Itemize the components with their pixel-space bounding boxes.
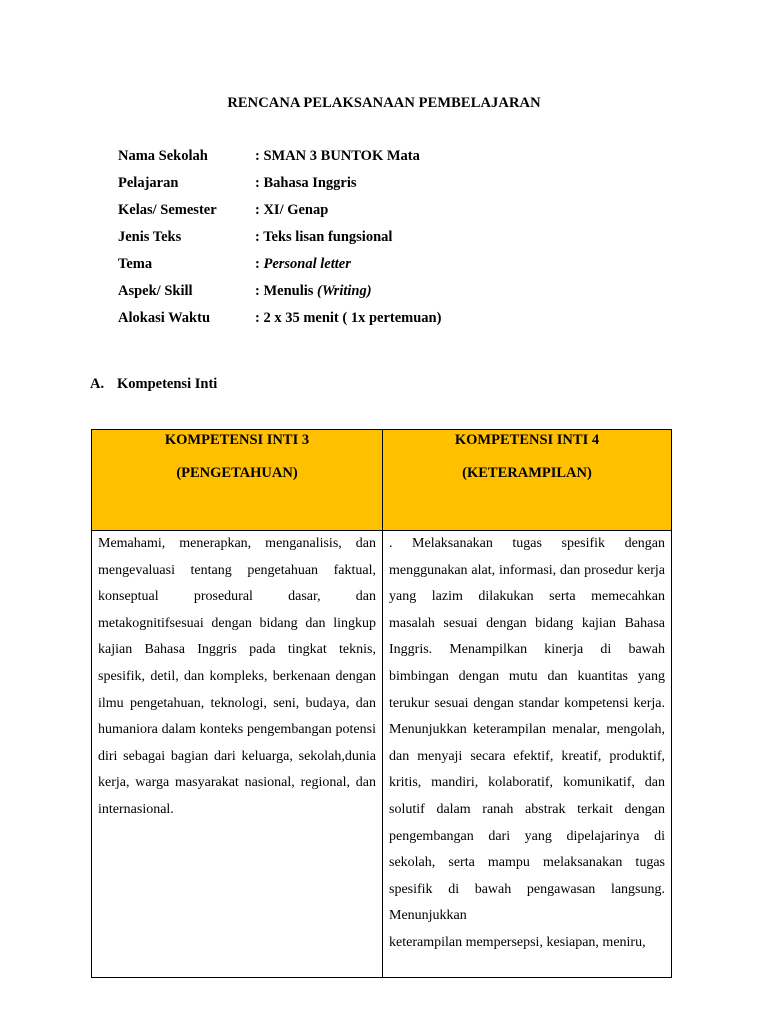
info-value-prefix: : [255,256,264,272]
body-cell-ki3 [92,531,383,978]
body-cell-ki4 [383,531,672,978]
info-label: Tema [118,256,153,272]
info-value-italic: Personal letter [263,256,351,272]
info-label: Pelajaran [118,175,179,191]
ki3-text: Memahami, menerapkan, menganalisis, dan mengevaluasi tentang pengetahuan faktual, konseptual prosedural dasar, dan metakognitifsesuai dengan bidang dan lingkup kajian Bahasa Inggris pada tingkat teknis, spesifik, detil, dan kompleks, berkenaan dengan ilmu pengetahuan, teknologi, seni, budaya, dan humaniora dalam konteks pengembangan potensi diri sebagai bagian dari keluarga, sekolah,dunia kerja, warga masyarakat nasional, regional, dan internasional. [98,536,376,817]
section-letter: A. [90,376,105,392]
info-value: : SMAN 3 BUNTOK Mata [255,148,420,164]
info-value: : Bahasa Inggris [255,175,357,191]
info-value [255,254,351,274]
table-header-row [92,430,672,531]
header-ki4-subtitle: (KETERAMPILAN) [462,465,592,481]
info-value: : Teks lisan fungsional [255,229,393,245]
info-label: Jenis Teks [118,229,182,245]
info-label: Nama Sekolah [118,148,208,164]
info-value: : 2 x 35 menit ( 1x pertemuan) [255,310,442,326]
info-value-italic: (Writing) [317,283,372,299]
kompetensi-inti-table [91,429,672,978]
header-cell-ki4 [383,430,672,531]
ki4-text-continued: keterampilan mempersepsi, kesiapan, meniru, [389,934,646,950]
document-title: RENCANA PELAKSANAAN PEMBELAJARAN [227,95,541,111]
header-cell-ki3 [92,430,383,531]
ki4-text: . Melaksanakan tugas spesifik dengan menggunakan alat, informasi, dan prosedur kerja yang lazim dilakukan serta memecahkan masalah sesuai dengan bidang kajian Bahasa Inggris. Menampilkan kinerja di bawah bimbingan dengan mutu dan kuantitas yang terukur sesuai dengan standar kompetensi kerja. Menunjukkan keterampilan menalar, mengolah, dan menyaji secara efektif, kreatif, produktif, kritis, mandiri, kolaboratif, komunikatif, dan solutif dalam ranah abstrak terkait dengan pengembangan dari yang dipelajarinya di sekolah, serta mampu melaksanakan tugas spesifik di bawah pengawasan langsung. Menunjukkan [389,536,665,924]
header-ki3-title: KOMPETENSI INTI 3 [164,432,310,448]
header-ki3-subtitle: (PENGETAHUAN) [176,465,298,481]
section-heading [90,376,217,393]
header-ki4-title: KOMPETENSI INTI 4 [454,432,600,448]
info-label: Aspek/ Skill [118,283,193,299]
info-value [255,281,372,301]
info-value: : XI/ Genap [255,202,329,218]
info-value-prefix: : Menulis [255,283,318,299]
section-title: Kompetensi Inti [117,376,218,392]
info-label: Kelas/ Semester [118,202,217,218]
table-body-row [92,531,672,978]
info-label: Alokasi Waktu [118,310,211,326]
